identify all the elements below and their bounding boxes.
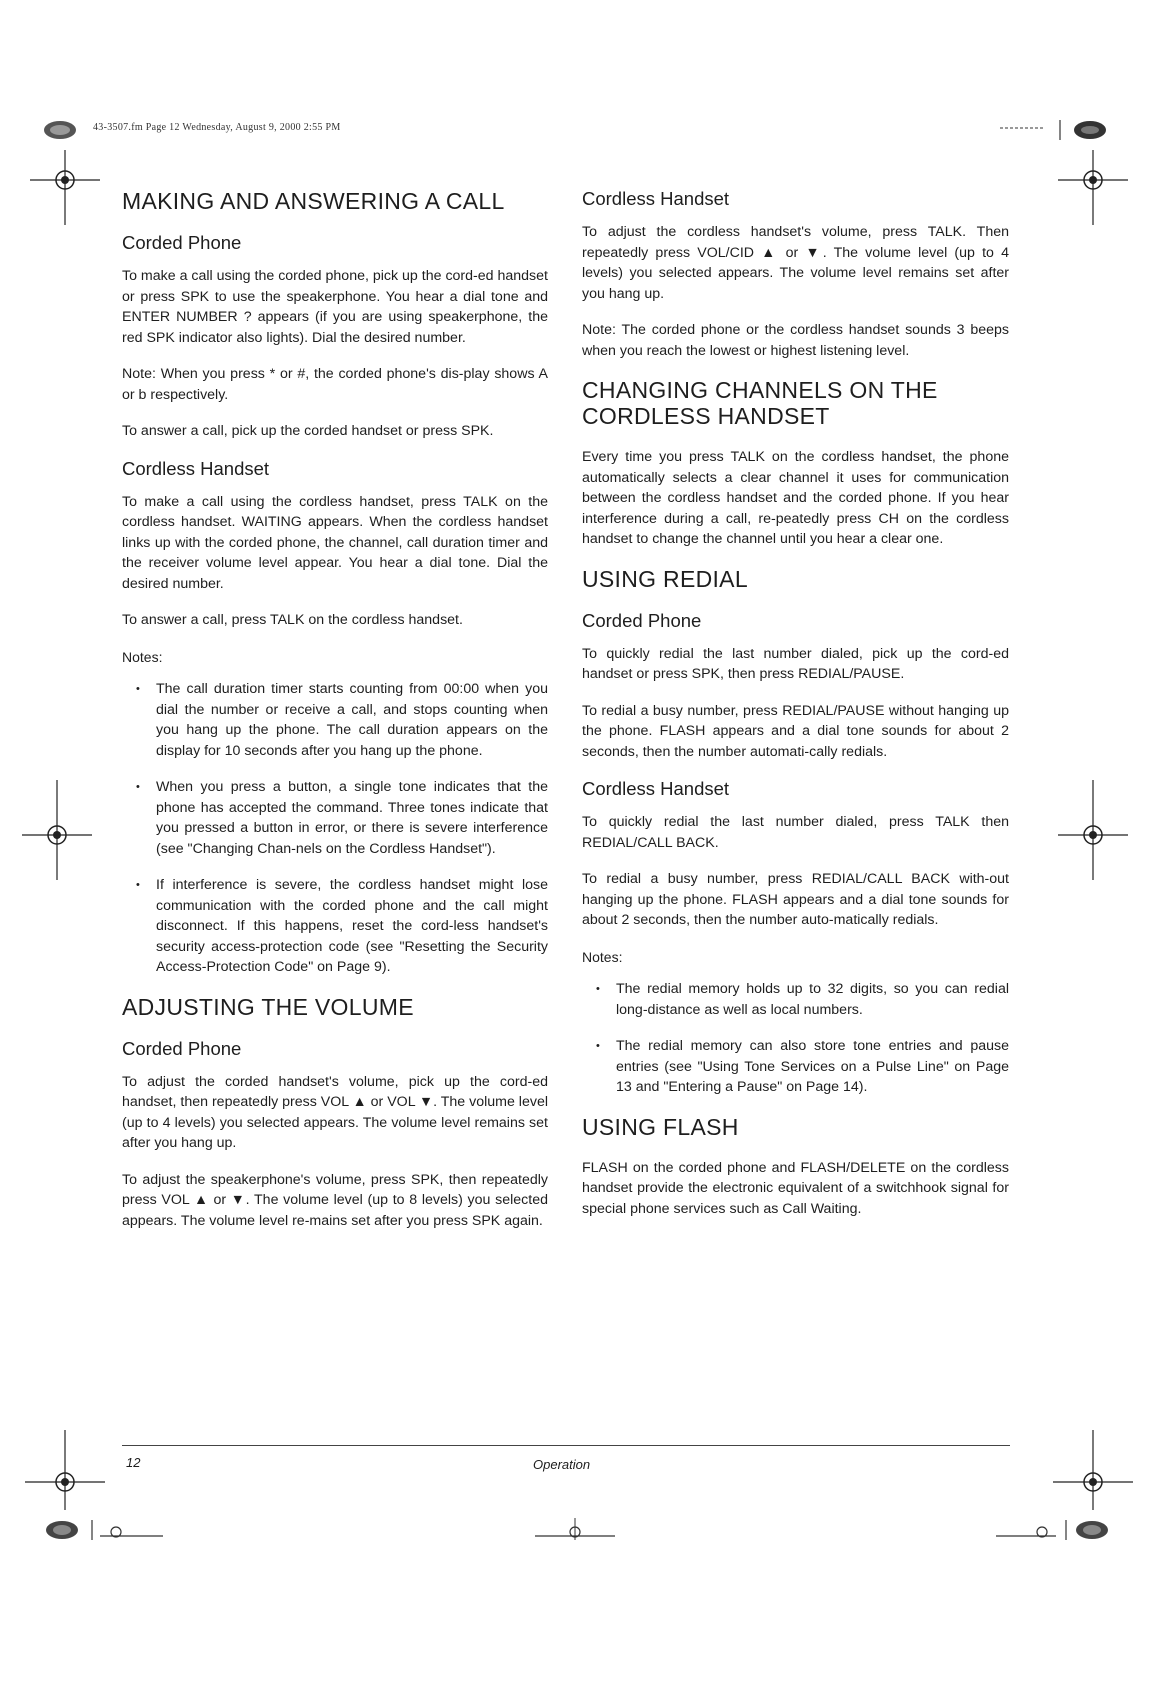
page-number: 12 [126, 1455, 141, 1470]
body-paragraph: Note: When you press * or #, the corded phone's dis-play shows A or b respectively. [122, 366, 548, 403]
subsection-heading: Cordless Handset [582, 778, 730, 799]
section-heading-making-and-answering-a-call: MAKING AND ANSWERING A CALL [122, 188, 505, 214]
subsection-heading: Cordless Handset [122, 457, 270, 479]
registration-mark-top-right [1048, 150, 1138, 230]
body-paragraph: To redial a busy number, press REDIAL/CALL BACK with-out hanging up the phone. FLASH appears and a dial tone sounds for about 2 seconds, then the number auto-matically redials. [582, 871, 1009, 928]
notes-list-item: • The redial memory can also store tone entries and pause entries (see "Using Tone Services on a Pulse Line" on Page 13 and "Entering a Pause" on Page 14). [582, 1036, 1009, 1098]
crop-mark-bottom-left [88, 1516, 168, 1542]
print-blot-bottom-left [42, 1518, 82, 1542]
registration-mark-bottom-right [1048, 1430, 1138, 1510]
section-heading-adjusting-the-volume: ADJUSTING THE VOLUME [122, 993, 414, 1020]
notes-list [582, 979, 1009, 1098]
notes-label: Notes: [582, 948, 623, 965]
registration-mark-bottom-left [20, 1430, 110, 1510]
body-paragraph: To adjust the cordless handset's volume, press TALK. Then repeatedly press VOL/CID ▲ or ▼. The volume level (up to 4 levels) you selected appears. The volume level remains set after you hang up. [582, 224, 1009, 302]
notes-list-item: • The call duration timer starts counting from 00:00 when you dial the number or receive a call, and stops counting when you hang up the phone. The call duration appears on the display for 10 seconds after you hang up the phone. [122, 679, 548, 761]
body-paragraph: To adjust the corded handset's volume, pick up the cord-ed handset, then repeatedly press VOL ▲ or VOL ▼. The volume level (up to 4 levels) you selected appears. The volume level remains set after you hang up. [122, 1073, 548, 1151]
subsection-heading: Corded Phone [582, 609, 702, 631]
body-paragraph: FLASH on the corded phone and FLASH/DELETE on the cordless handset provide the electronic equivalent of a switchhook signal for special phone services such as Call Waiting. [582, 1159, 1009, 1217]
body-paragraph: To make a call using the cordless handset, press TALK on the cordless handset. WAITING appears. When the cordless handset links up with the corded phone, the channel, call duration timer and the receiver volume level appear. You hear a dial tone. Dial the desired number. [122, 493, 548, 592]
body-paragraph: To adjust the speakerphone's volume, press SPK, then repeatedly press VOL ▲ or ▼. The volume level (up to 8 levels) you selected appears. The volume level re-mains set after you press SPK again. [122, 1171, 548, 1229]
crop-mark-bottom-center [530, 1516, 620, 1542]
section-heading-using-flash: USING FLASH [582, 1113, 739, 1140]
registration-mark-mid-left [12, 780, 102, 880]
subsection-heading: Corded Phone [122, 1037, 242, 1059]
right-column [582, 180, 1009, 1235]
registration-mark-top-left [20, 150, 110, 230]
subsection-heading: Cordless Handset [582, 188, 730, 209]
footer-divider [122, 1445, 1010, 1446]
print-blot-bottom-right [1072, 1518, 1112, 1542]
crop-line-top-right [1000, 118, 1070, 142]
notes-list-item: • When you press a button, a single tone indicates that the phone has accepted the command. Three tones indicate that you pressed a button in error, or there is severe interference (see "Changing Chan-nels on the Cordless Handset"). [122, 777, 548, 859]
crop-mark-bottom-right [992, 1516, 1072, 1542]
body-paragraph: To redial a busy number, press REDIAL/PAUSE without hanging up the phone. FLASH appears and a dial tone sounds for about 2 seconds, then the number automati-cally redials. [582, 702, 1009, 760]
section-heading-changing-channels-on-the-cordless-handse: CHANGING CHANNELS ON THE CORDLESS HANDSET [582, 377, 938, 429]
notes-label: Notes: [122, 648, 163, 665]
print-blot-top-right [1070, 118, 1110, 142]
body-paragraph: To quickly redial the last number dialed, pick up the cord-ed handset or press SPK, then press REDIAL/PAUSE. [582, 645, 1009, 682]
body-paragraph: To make a call using the corded phone, pick up the cord-ed handset or press SPK to use the speakerphone. You hear a dial tone and ENTER NUMBER ? appears (if you are using speakerphone, the red SPK indicator also lights). Dial the desired number. [122, 268, 548, 346]
subsection-heading: Corded Phone [122, 232, 242, 253]
notes-list-item: • If interference is severe, the cordless handset might lose communication with the corded phone and the call might disconnect. If this happens, reset the cord-less handset's security access-protection code (see "Resetting the Security Access-Protection Code" on Page 9). [122, 875, 548, 978]
body-paragraph: To quickly redial the last number dialed, press TALK then REDIAL/CALL BACK. [582, 814, 1009, 851]
body-paragraph: Note: The corded phone or the cordless handset sounds 3 beeps when you reach the lowest or highest listening level. [582, 322, 1009, 359]
notes-list-item: • The redial memory holds up to 32 digits, so you can redial long-distance as well as local numbers. [582, 979, 1009, 1020]
body-paragraph: To answer a call, pick up the corded handset or press SPK. [122, 423, 494, 439]
body-paragraph: Every time you press TALK on the cordless handset, the phone automatically selects a clear channel it uses for communication between the cordless handset and the corded phone. If you hear interference during a call, re-peatedly press CH on the cordless handset to change the channel until you hear a clear one. [582, 449, 1009, 547]
section-heading-using-redial: USING REDIAL [582, 565, 748, 592]
print-slug: 43-3507.fm Page 12 Wednesday, August 9, 2000 2:55 PM [93, 122, 341, 133]
registration-mark-mid-right [1048, 780, 1138, 880]
footer-section-name: Operation [533, 1457, 591, 1472]
left-column [122, 180, 548, 1247]
body-paragraph: To answer a call, press TALK on the cordless handset. [122, 612, 463, 628]
print-blot-top-left [40, 118, 80, 142]
notes-list [122, 679, 548, 978]
